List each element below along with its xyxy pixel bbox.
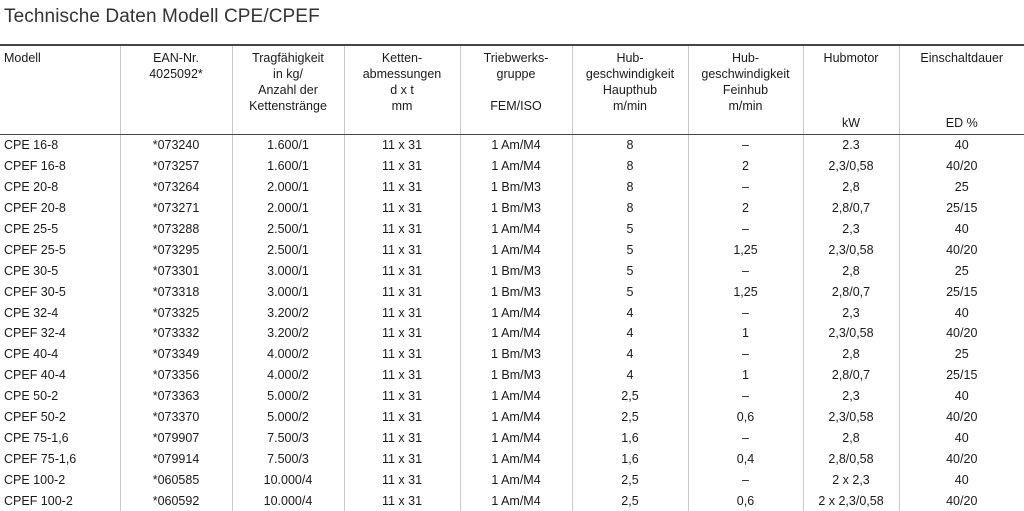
table-cell: 2,5 [572, 386, 688, 407]
column-header-line: 4025092* [124, 66, 229, 82]
table-row [0, 469, 1024, 490]
table-cell: CPE 16-8 [0, 135, 120, 156]
table-cell: *073301 [120, 260, 232, 281]
table-cell: CPEF 30-5 [0, 281, 120, 302]
table-cell: – [688, 260, 803, 281]
table-cell: 2,3/0,58 [803, 239, 899, 260]
table-cell: 2.3 [803, 135, 899, 156]
table-cell: 2 x 2,3/0,58 [803, 490, 899, 511]
table-cell: 5 [572, 281, 688, 302]
column-header-line: Einschaltdauer [903, 50, 1022, 66]
column-header-line: Hub- [692, 50, 800, 66]
table-cell: 40 [899, 427, 1024, 448]
table-cell: 25 [899, 177, 1024, 198]
table-cell: *060592 [120, 490, 232, 511]
table-row [0, 239, 1024, 260]
column-header-line: Triebwerks- [464, 50, 569, 66]
table-row [0, 344, 1024, 365]
table-cell: 2,5 [572, 407, 688, 428]
table-row [0, 135, 1024, 156]
table-cell: *073271 [120, 198, 232, 219]
table-cell: CPE 20-8 [0, 177, 120, 198]
table-cell: 11 x 31 [344, 198, 460, 219]
table-cell: 1.600/1 [232, 135, 344, 156]
table-cell: 4 [572, 302, 688, 323]
table-cell: 1 Am/M4 [460, 386, 572, 407]
column-unit: kW [804, 115, 899, 131]
table-cell: 1,25 [688, 239, 803, 260]
column-header-line: Haupthub [576, 82, 685, 98]
table-cell: 7.500/3 [232, 427, 344, 448]
table-cell: CPE 75-1,6 [0, 427, 120, 448]
column-header-line: Anzahl der [236, 82, 341, 98]
table-cell: 2 [688, 156, 803, 177]
column-header-line: geschwindigkeit [576, 66, 685, 82]
table-cell: 25 [899, 260, 1024, 281]
table-cell: 5 [572, 260, 688, 281]
table-row [0, 302, 1024, 323]
table-cell: 2,3 [803, 302, 899, 323]
table-cell: 2,3 [803, 219, 899, 240]
table-cell: 11 x 31 [344, 239, 460, 260]
table-cell: 2 [688, 198, 803, 219]
table-cell: 40 [899, 135, 1024, 156]
column-header [120, 45, 232, 135]
table-cell: 2,8/0,7 [803, 365, 899, 386]
table-cell: CPEF 25-5 [0, 239, 120, 260]
table-row [0, 407, 1024, 428]
table-cell: 8 [572, 156, 688, 177]
table-cell: 25/15 [899, 198, 1024, 219]
column-header-line: m/min [576, 98, 685, 114]
table-cell: 40/20 [899, 490, 1024, 511]
table-cell: 2,8 [803, 177, 899, 198]
table-cell: 40 [899, 219, 1024, 240]
table-cell: 11 x 31 [344, 427, 460, 448]
table-cell: 40 [899, 302, 1024, 323]
table-cell: 1,6 [572, 448, 688, 469]
table-cell: 4 [572, 344, 688, 365]
table-cell: 11 x 31 [344, 219, 460, 240]
table-cell: 2,8 [803, 344, 899, 365]
table-cell: 8 [572, 135, 688, 156]
page-title: Technische Daten Modell CPE/CPEF [4, 6, 320, 28]
table-row [0, 386, 1024, 407]
technical-data-table [0, 44, 1024, 511]
column-header-line: Hub- [576, 50, 685, 66]
table-cell: 2 x 2,3 [803, 469, 899, 490]
column-header-line: FEM/ISO [464, 98, 569, 114]
header-row [0, 45, 1024, 135]
column-header-line: d x t [348, 82, 457, 98]
table-cell: 11 x 31 [344, 407, 460, 428]
table-cell: *073288 [120, 219, 232, 240]
table-cell: 3.000/1 [232, 281, 344, 302]
table-cell: 2,8/0,7 [803, 281, 899, 302]
column-header-line: Tragfähigkeit [236, 50, 341, 66]
table-cell: 40 [899, 386, 1024, 407]
table-cell: 8 [572, 198, 688, 219]
table-cell: 1 Bm/M3 [460, 177, 572, 198]
table-cell: *073325 [120, 302, 232, 323]
table-cell: 25 [899, 344, 1024, 365]
table-cell: 11 x 31 [344, 177, 460, 198]
table-row [0, 156, 1024, 177]
table-cell: – [688, 135, 803, 156]
table-cell: 40/20 [899, 323, 1024, 344]
table-cell: CPE 40-4 [0, 344, 120, 365]
table-cell: 4.000/2 [232, 344, 344, 365]
table-cell: 1 Am/M4 [460, 302, 572, 323]
table-cell: CPE 50-2 [0, 386, 120, 407]
table-cell: 7.500/3 [232, 448, 344, 469]
table-row [0, 219, 1024, 240]
table-cell: – [688, 427, 803, 448]
table-cell: – [688, 177, 803, 198]
table-cell: *073332 [120, 323, 232, 344]
table-row [0, 323, 1024, 344]
table-cell: 1 Am/M4 [460, 135, 572, 156]
column-header-line: Ketten- [348, 50, 457, 66]
table-cell: 1 Am/M4 [460, 219, 572, 240]
table-cell: CPEF 40-4 [0, 365, 120, 386]
table-cell: 40/20 [899, 156, 1024, 177]
table-cell: CPE 25-5 [0, 219, 120, 240]
table-cell: – [688, 219, 803, 240]
table-cell: 2,8/0,7 [803, 198, 899, 219]
column-header [344, 45, 460, 135]
column-header [0, 45, 120, 135]
table-cell: 11 x 31 [344, 260, 460, 281]
column-header-line: m/min [692, 98, 800, 114]
table-cell: 11 x 31 [344, 448, 460, 469]
table-cell: 2,8 [803, 260, 899, 281]
table-row [0, 427, 1024, 448]
table-cell: – [688, 344, 803, 365]
table-cell: *073257 [120, 156, 232, 177]
table-header [0, 45, 1024, 135]
table-cell: *060585 [120, 469, 232, 490]
table-cell: CPEF 16-8 [0, 156, 120, 177]
table-cell: 2,3 [803, 386, 899, 407]
column-header-line: EAN-Nr. [124, 50, 229, 66]
table-cell: CPEF 100-2 [0, 490, 120, 511]
column-header [899, 45, 1024, 135]
table-row [0, 198, 1024, 219]
table-row [0, 281, 1024, 302]
column-header-line [464, 82, 569, 98]
table-cell: 2,5 [572, 469, 688, 490]
table-cell: 1,25 [688, 281, 803, 302]
table-cell: 3.200/2 [232, 323, 344, 344]
table-cell: 5.000/2 [232, 407, 344, 428]
table-cell: 2.000/1 [232, 177, 344, 198]
table-cell: 2,3/0,58 [803, 407, 899, 428]
table-cell: 11 x 31 [344, 365, 460, 386]
table-cell: 11 x 31 [344, 135, 460, 156]
table-cell: 4 [572, 323, 688, 344]
table-cell: 11 x 31 [344, 469, 460, 490]
table-cell: *073370 [120, 407, 232, 428]
table-cell: 25/15 [899, 281, 1024, 302]
table-cell: 1 Am/M4 [460, 469, 572, 490]
table-row [0, 177, 1024, 198]
table-cell: CPEF 50-2 [0, 407, 120, 428]
table-cell: 2,5 [572, 490, 688, 511]
table-cell: 1,6 [572, 427, 688, 448]
table-cell: 40/20 [899, 407, 1024, 428]
table-cell: 11 x 31 [344, 386, 460, 407]
column-header-line: in kg/ [236, 66, 341, 82]
table-cell: 1 Am/M4 [460, 427, 572, 448]
table-cell: CPE 32-4 [0, 302, 120, 323]
table-cell: 2,8/0,58 [803, 448, 899, 469]
table-cell: 11 x 31 [344, 344, 460, 365]
column-header-line: Hubmotor [807, 50, 896, 66]
table-cell: 5.000/2 [232, 386, 344, 407]
table-cell: *079907 [120, 427, 232, 448]
table-cell: 10.000/4 [232, 490, 344, 511]
table-cell: *073240 [120, 135, 232, 156]
column-header [572, 45, 688, 135]
table-cell: 1 Am/M4 [460, 239, 572, 260]
table-cell: *073318 [120, 281, 232, 302]
table-cell: 1 Bm/M3 [460, 281, 572, 302]
table-cell: 3.000/1 [232, 260, 344, 281]
table-cell: 1 [688, 323, 803, 344]
table-cell: 1 [688, 365, 803, 386]
table-cell: 2,3/0,58 [803, 323, 899, 344]
table-cell: 2,8 [803, 427, 899, 448]
column-header-line: Modell [4, 50, 117, 66]
table-cell: *073356 [120, 365, 232, 386]
column-header-line: gruppe [464, 66, 569, 82]
table-cell: 1 Am/M4 [460, 407, 572, 428]
table-cell: 11 x 31 [344, 302, 460, 323]
table-cell: 11 x 31 [344, 156, 460, 177]
table-cell: 1 Bm/M3 [460, 365, 572, 386]
column-header [460, 45, 572, 135]
column-header [688, 45, 803, 135]
table-cell: 1.600/1 [232, 156, 344, 177]
table-row [0, 365, 1024, 386]
table-cell: 0,6 [688, 490, 803, 511]
table-cell: 1 Am/M4 [460, 490, 572, 511]
table-cell: CPE 30-5 [0, 260, 120, 281]
table-cell: 8 [572, 177, 688, 198]
table-cell: 2.500/1 [232, 219, 344, 240]
table-cell: 3.200/2 [232, 302, 344, 323]
table-cell: – [688, 386, 803, 407]
table-cell: 11 x 31 [344, 490, 460, 511]
table-cell: 11 x 31 [344, 281, 460, 302]
table-cell: 1 Am/M4 [460, 323, 572, 344]
table-cell: 1 Am/M4 [460, 156, 572, 177]
table-cell: CPEF 20-8 [0, 198, 120, 219]
table-row [0, 448, 1024, 469]
table-cell: CPEF 32-4 [0, 323, 120, 344]
column-unit: ED % [900, 115, 1024, 131]
table-cell: CPEF 75-1,6 [0, 448, 120, 469]
table-cell: – [688, 302, 803, 323]
table-cell: 40/20 [899, 448, 1024, 469]
table-cell: 1 Bm/M3 [460, 344, 572, 365]
table-cell: 40 [899, 469, 1024, 490]
table-cell: *073363 [120, 386, 232, 407]
table-cell: 11 x 31 [344, 323, 460, 344]
table-cell: 1 Am/M4 [460, 448, 572, 469]
table-cell: 0,6 [688, 407, 803, 428]
table-cell: *073264 [120, 177, 232, 198]
table-cell: – [688, 469, 803, 490]
table-cell: 0,4 [688, 448, 803, 469]
column-header-line: Feinhub [692, 82, 800, 98]
table-cell: 25/15 [899, 365, 1024, 386]
table-cell: 40/20 [899, 239, 1024, 260]
column-header-line: mm [348, 98, 457, 114]
table-cell: 2.500/1 [232, 239, 344, 260]
table-cell: 2,3/0,58 [803, 156, 899, 177]
table-cell: 5 [572, 219, 688, 240]
column-header [232, 45, 344, 135]
table-cell: 1 Bm/M3 [460, 260, 572, 281]
table-body [0, 135, 1024, 511]
table-cell: *079914 [120, 448, 232, 469]
table-cell: *073295 [120, 239, 232, 260]
table-row [0, 260, 1024, 281]
table-cell: 2.000/1 [232, 198, 344, 219]
column-header-line: abmessungen [348, 66, 457, 82]
column-header-line: Kettenstränge [236, 98, 341, 114]
table-cell: 1 Bm/M3 [460, 198, 572, 219]
table-cell: 10.000/4 [232, 469, 344, 490]
table-cell: 5 [572, 239, 688, 260]
column-header-line: geschwindigkeit [692, 66, 800, 82]
column-header [803, 45, 899, 135]
table-cell: *073349 [120, 344, 232, 365]
table-cell: CPE 100-2 [0, 469, 120, 490]
table-cell: 4.000/2 [232, 365, 344, 386]
table-cell: 4 [572, 365, 688, 386]
